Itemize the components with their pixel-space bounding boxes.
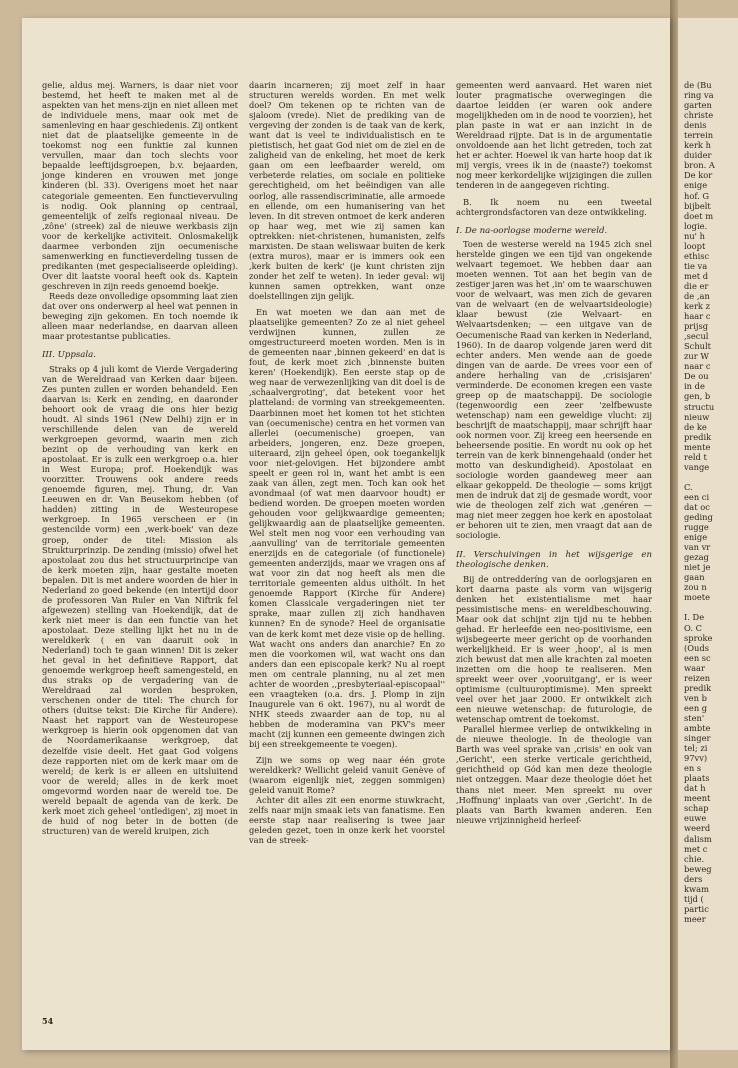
adjacent-line: met c [684, 843, 708, 854]
adjacent-line: doet m [684, 210, 714, 221]
adjacent-line: de ,an [684, 290, 710, 301]
adjacent-line: dat h [684, 783, 706, 794]
paragraph: Bij de ontredderíng van de oorlogsjaren en kort daarna paste als vorm van wijsgerig denken het existentialisme met haar pessimistische mens- en wereldbeschouwing. Maar ook dat schijnt zijn tijd nu te hebben gehad. Er herleefde een neo-positivisme, een wijsbegeerte meer gericht op de voorhanden werkelijkheid. Er is weer ,hoop', al is men zich bewust dat men alle krachten zal moeten inzetten om die hoop te realiseren. Men spreekt weer over ,vooruitgang', er is weer optimisme (cultuuroptimisme). Men spreekt veel over het jaar 2000. Er ontwikkelt zich een nieuwe wetenschap: de futurologie, de wetenschap omtrent de toekomst. [456, 573, 652, 725]
section-heading: II. Verschuivingen in het wijsgerige en theologische denken. [456, 549, 652, 571]
adjacent-line: kerk h [684, 140, 711, 151]
adjacent-line: predik [684, 682, 712, 693]
adjacent-line: christe [684, 110, 714, 121]
column-3 [456, 80, 652, 825]
paragraph: B. Ik noem nu een tweetal achtergrondsfactoren van deze ontwikkeling. [456, 196, 652, 217]
adjacent-line [684, 472, 738, 482]
adjacent-line: nu' h [684, 230, 705, 241]
adjacent-line: schap [684, 803, 709, 814]
adjacent-line: bijbelt [684, 200, 711, 211]
adjacent-line: denis [684, 120, 707, 131]
adjacent-line: kwam [684, 883, 709, 894]
adjacent-line: ders [684, 873, 703, 884]
adjacent-line: ,secul [684, 331, 709, 342]
adjacent-line: garten [684, 100, 712, 111]
adjacent-line: loopt [684, 240, 706, 251]
adjacent-line: ring va [684, 90, 714, 101]
adjacent-line: tel; zi [684, 743, 708, 754]
paragraph: gelie, aldus mej. Warners, is daar niet voor bestemd, het heeft te maken met al de aspekten van het mens-zijn en niet alleen met de individuele mens, maar ook met de samenleving en haar geschiedenis. Zij ontkent niet dat de plaatselijke gemeente in de toekomst nog een funktie zal kunnen vervullen, maar dan toch slechts voor bepaalde leeftijdsgroepen, b.v. bejaarden, jonge kinderen en vrouwen met jonge kinderen (bl. 33). Overigens moet het naar categoriale gemeenten. Een functievervuling is nodig. Ook planning op centraal, gemeentelijk of zelfs regionaal niveau. De ,zône' (streek) zal de nieuwe werkbasis zijn voor de kerkelijke activiteit. Onlosmakelijk daarmee verbonden zijn oecumenische samenwerking en functieverdeling tussen de predikanten (met gespecialiseerde opleiding). Over dit laatste vooral heeft ook ds. Kaptein geschreven in zijn reeds genoemd boekje. [42, 80, 238, 291]
adjacent-line: mente [684, 441, 711, 452]
adjacent-line: Schult [684, 341, 712, 352]
adjacent-line: terrein [684, 130, 714, 141]
adjacent-line: I. De [684, 612, 705, 623]
adjacent-line: duider [684, 150, 712, 161]
adjacent-line: geding [684, 512, 713, 523]
adjacent-page-text [684, 80, 738, 924]
adjacent-line: plaats [684, 773, 710, 784]
adjacent-line: enige [684, 532, 708, 543]
adjacent-line: gaan [684, 572, 705, 583]
adjacent-line: 97vv) [684, 753, 708, 764]
column-2 [249, 80, 445, 846]
section-heading: I. De na-oorlogse moderne wereld. [456, 225, 608, 236]
adjacent-line: ambte [684, 723, 711, 733]
adjacent-line: van vr [684, 542, 711, 553]
paragraph: Achter dit alles zit een enorme stuwkracht, zelfs naar mijn smaak iets van fanatisme. Een eerste stap naar realisering is twee jaar geleden gezet, toen in onze kerk het voorstel van de streek- [249, 795, 445, 846]
adjacent-line: haar c [684, 311, 711, 322]
adjacent-line: naar c [684, 361, 711, 372]
paragraph: En wat moeten we dan aan met de plaatselijke gemeenten? Zo ze al niet geheel verdwijnen kunnen, zullen ze omgestructureerd moeten worden. Men is in de gemeenten naar ,binnen gekeerd' en dat is fout, de kerk moet zich ,binnenste buiten keren' (Hoekendijk). Een eerste stap op de weg naar de verwezenlijking van dit doel is de ,schaalvergroting', dat betekent voor het platteland: de vorming van streekgemeenten. Daarbinnen moet het komen tot het stichten van (oecumenische) centra en het vormen van allerlei (oecumenische) groepen, van arbeiders, jongeren, enz. Deze groepen, uiteraard, zijn geheel ópen, ook toegankelijk voor niet-gelovigen. Het bijzondere ambt speelt er geen rol in, want het ambt is een zaak van állen, zegt men. Toch kan ook het avondmaal (of wat men daarvoor houdt) er bediend worden. De groepen moeten worden gehouden voor gelijkwaardige gemeenten; gelijkwaardig aan de plaatselijke gemeenten. Wel stelt men nog voor een verhouding van ,aanvulling' van de territoriale gemeenten enerzijds en de categoriale (of functionele) gemeenten anderzijds, maar we vragen ons af wat voor zin dat nog heeft als men die territoriale gemeenten aldus uithólt. In het genoemde Rapport (Kirche für Andere) komen Classicale vergaderingen niet ter sprake, maar zullen zij zich handhaven kunnen? En de synode? Heel de organisatie van de kerk komt met deze visie op de helling. Wat wacht ons anders dan anarchie? En zo men die voorkomen wil, wat wacht ons dan anders dan een episcopale kerk? Nu al roept men om centrale planning, nu al zet men achter de woorden ,,presbyteriaal-episcopaal'' een vraagteken (o.a. drs. J. Plomp in zijn Inaugurele van 6 okt. 1967), nu al wordt de NHK steeds zwaarder aan de top, nu al hebben de moderamina van PKV's meer macht (zij kunnen een gemeente dwingen zich bij een streekgemeente te voegen). [249, 307, 445, 750]
adjacent-line: structu [684, 401, 715, 412]
adjacent-line: met d [684, 270, 709, 281]
column-1 [42, 80, 238, 836]
adjacent-line: een g [684, 702, 708, 713]
adjacent-line [684, 602, 738, 612]
adjacent-line: tie va [684, 260, 708, 271]
adjacent-line: tijd ( [684, 893, 704, 904]
paragraph: Zijn we soms op weg naar één grote wereldkerk? Wellicht geleid vanuit Genève of (waarom eigenlijk niet, zeggen sommigen) geleid vanuit Rome? [249, 755, 445, 796]
adjacent-line: dat oc [684, 501, 710, 512]
paragraph: Parallel hiermee verliep de ontwikkeling in de nieuwe theologie. In de theologie van Barth was veel sprake van ,crisis' en ook van ,Gericht', een sterke verticale gerichtheid, gerichtheid op Gód kan men deze theologie niet ontzeggen. Maar deze theologie dóet het thans niet meer. Men spreekt nu over ,Hoffnung' inplaats van over ,Gericht'. In de plaats van Barth kwamen anderen. Een nieuwe vrijzinnigheid herleef- [456, 724, 652, 825]
adjacent-line: vange [684, 461, 710, 472]
adjacent-line: waar [684, 662, 705, 673]
adjacent-line: (Ouds [684, 642, 709, 653]
adjacent-line: kerk z [684, 301, 710, 312]
adjacent-line: de ke [684, 421, 707, 432]
paragraph: Straks op 4 juli komt de Vierde Vergadering van de Wereldraad van Kerken daar bijeen. Zes punten zullen er worden behandeld. Een daarvan is: Kerk en zending, en daaronder behoort ook de vraag die ons hier bezig houdt. Al sinds 1961 (New Delhi) zijn er in verschillende delen van de wereld werkgroepen gevormd, waarin men zich bezint op de verhouding van kerk en apostolaat. Er is zulk een werkgroep o.a. hier in West Europa; prof. Hoekendijk was voorzitter. Trouwens ook andere reeds genoemde figuren, mej. Thung, dr. Van Leeuwen en dr. Van Beusekom hebben (of hadden) zitting in de Westeuropese werkgroep. In 1965 verscheen er (in gestencilde vorm) een ,werk-boek' van deze groep, onder de titel: Mission als Strukturprinzip. De zending (missio) ofwel het apostolaat zou dus het structuurprincipe van de kerk moeten zijn, haar gestalte moeten bepalen. Dit is met andere woorden de hier in Nederland zo goed bekende (en intertijd door de professoren Van Ruler en Van Niftrik fel afgewezen) stelling van Hoekendijk, dat de kerk niet meer is dan een functie van het apostolaat. Deze stelling lijkt het nu in de wereldkerk ( en van daaruit ook in Nederland) toch te gaan winnen! Dit is zeker het geval in het definitieve Rapport, dat genoemde werkgroep heeft samengesteld, en dus straks op de vergadering van de Wereldraad zal worden besproken, verschenen onder de titel: The church for others (duitse tekst: Die Kirche für Andere). Naast het rapport van de Westeuropese werkgroep is hierin ook opgenomen dat van de Noordamerikaanse werkgroep, dat dezelfde visie deelt. Het gaat God volgens deze rapporten niet om de kerk maar om de wereld; de kerk is er alleen en uitsluitend voor de wereld; alles in de kerk moet omgevormd worden naar de wereld toe. De wereld bepaalt de agenda van de kerk. De kerk moet zich geheel 'ontledigen', zij moet in de huid of nog beter in de botten (de structuren) van de wereld kruipen, zich [42, 363, 238, 836]
adjacent-line: sproke [684, 632, 713, 643]
adjacent-line: euwe [684, 813, 707, 824]
adjacent-line: De kor [684, 170, 713, 181]
adjacent-page [678, 18, 738, 1050]
adjacent-line: beweg [684, 863, 712, 874]
adjacent-line: singer [684, 733, 711, 744]
page-number: 54 [42, 1016, 54, 1026]
adjacent-line: predik [684, 431, 712, 442]
adjacent-line: chie. [684, 853, 705, 864]
paragraph: gemeenten werd aanvaard. Het waren niet louter pragmatische overwegingen die daartoe leidden (er waren ook andere mogelijkheden om in de nood te voorzien), het plan paste in wat er aan inzicht in de Wereldraad rijpte. Dat is in de argumentatie onvoldoende aan het licht getreden, toch zat het er achter. Hoewel ik van harte hoop dat ik mij vergis, vrees ik in de (naaste?) toekomst nog meer kerkordelijke wijzigingen die zullen tenderen in de aangegeven richting. [456, 80, 652, 191]
adjacent-line: moete [684, 592, 711, 603]
adjacent-line: een sc [684, 652, 711, 663]
adjacent-line: hof. G [684, 190, 710, 201]
adjacent-line: enige [684, 180, 708, 191]
adjacent-line: ethisc [684, 250, 710, 261]
adjacent-line: De ou [684, 371, 709, 382]
adjacent-line: prijsg [684, 321, 709, 332]
adjacent-line: zur W [684, 351, 709, 362]
adjacent-line: meer [684, 913, 706, 924]
paragraph: Reeds deze onvolledige opsomming laat zien dat over ons onderwerp al heel wat pennen in beweging zijn gekomen. En toch noemde ik alleen maar nederlandse, en daarvan alleen maar protestantse publicaties. [42, 290, 238, 342]
adjacent-line: meent [684, 793, 711, 804]
paragraph: daarin incarneren; zij moet zelf in haar structuren werelds worden. En met welk doel? Om tekenen op te richten van de sjaloom (vrede). Niet de prediking van de vergeving der zonden is de taak van de kerk, want dat is veel te individualistisch en te pietistisch, het gaat God niet om de ziel en de zaligheid van de enkeling, het moet de kerk gaan om een leefbaarder wereld, om verbeterde relaties, om sociale en politieke gerechtigheid, om het beëindigen van alle oorlog, alle rassendiscriminatie, alle armoede en ellende, om een humanisering van het leven. In dit streven ontmoet de kerk anderen op haar weg, met wie zij samen kan optrekken: niet-christenen, humanisten, zelfs marxisten. De staan weliswaar buiten de kerk (extra muros), maar er is immers ook een ,kerk buiten de kerk' (je kunt christen zijn zonder het zelf te weten). In ieder geval: wij kunnen samen optrekken, want onze doelstellingen zijn gelijk. [249, 80, 445, 301]
adjacent-line: nieuw [684, 411, 710, 422]
adjacent-line: een ci [684, 491, 710, 502]
adjacent-line: rugge [684, 522, 709, 533]
adjacent-line: ven b [684, 692, 707, 703]
adjacent-line: bron. A [684, 160, 715, 171]
adjacent-line: dalism [684, 833, 712, 844]
book-spine [670, 0, 678, 1068]
adjacent-line: en s [684, 763, 702, 774]
section-heading: III. Uppsala. [42, 350, 97, 361]
adjacent-line: O. C [684, 622, 702, 633]
adjacent-line: sten' [684, 712, 705, 723]
adjacent-line: gen, b [684, 391, 711, 402]
adjacent-line: reizen [684, 672, 711, 683]
adjacent-line: reld t [684, 451, 707, 462]
adjacent-line: gezag [684, 552, 709, 563]
paragraph: Toen de westerse wereld na 1945 zich snel herstelde gingen we een tijd van ongekende welvaart tegemoet. We hebben daar aan moeten wennen. Tot aan het begin van de zestiger jaren was het ,in' om te waarschuwen voor de welvaart, was men zich de gevaren van de welvaart (en de welvaartsideologie) klaar bewust (zie Welvaart- en Welvaartsdenken; — een uitgave van de Oecumenische Raad van kerken in Nederland, 1960). In de daarop volgende jaren werd dit echter anders. Men wende aan de goede dingen van de aarde. De vrees voor een of andere herhaling van de ,crisisjaren' verminderde. De economen kregen een vaste greep op de maatschappij. De sociologie (tegenwoordig een zeer 'zelfbewuste wetenschap) nam een geweldige vlucht: zij beschrijft de maatschappij, maar schrijft haar ook normen voor. Zij kreeg een heersende en beheersende positie. En wordt nu ook op het terrein van de kerk binnengehaald (onder het motto van deskundigheid). Apostolaat en sociologie worden gaandeweg meer aan elkaar gekoppeld. De theologie — soms krijgt men de indruk dat zij de gesmade wordt, voor wie de theologen zelf zich wat ,genéren — mag niet meer zeggen hoe kerk en apostolaat er behoren uit te zien, men vraagt dat aan de sociologie. [456, 239, 652, 541]
adjacent-line: in de [684, 381, 705, 392]
adjacent-line: zou n [684, 582, 707, 593]
adjacent-line: partic [684, 903, 709, 914]
adjacent-line: weerd [684, 823, 711, 834]
adjacent-line: de (Bu [684, 80, 712, 90]
adjacent-line: C. [684, 481, 693, 492]
adjacent-line: niet je [684, 562, 711, 573]
adjacent-line: logie. [684, 220, 708, 231]
adjacent-line: die er [684, 280, 709, 291]
